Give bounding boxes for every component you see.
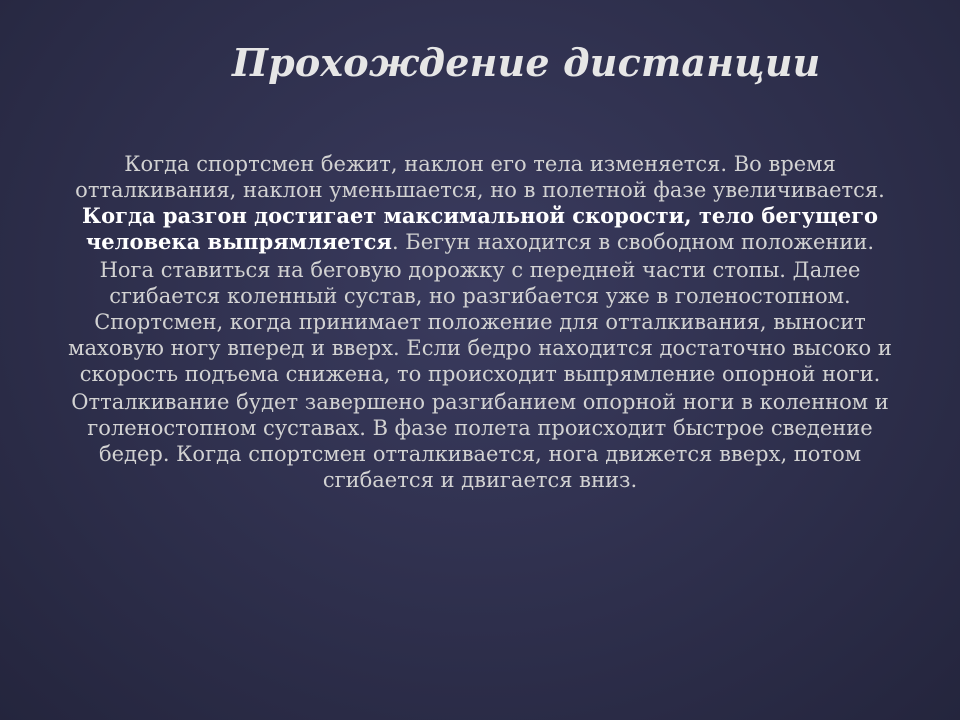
paragraph-1-text: Когда спортсмен бежит, наклон его тела изменяется. Во время отталкивания, наклон уменьшается, но в полетной фазе увеличивается. [75, 152, 885, 202]
paragraph-2: Нога ставиться на беговую дорожку с передней части стопы. Далее сгибается коленный сустав, но разгибается уже в голеностопном. Спортсмен, когда принимает положение для отталкивания, выносит маховую ногу вперед и вверх. Если бедро находится достаточно высоко и скорость подъема снижена, то происходит выпрямление опорной ноги. [68, 258, 892, 386]
paragraph-1-end: . Бегун находится в свободном положении. [391, 230, 875, 254]
slide-title: Прохождение дистанции [232, 40, 821, 85]
slide-body [60, 151, 900, 495]
paragraph-3: Отталкивание будет завершено разгибанием опорной ноги в коленном и голеностопном суставах. В фазе полета происходит быстрое сведение бедер. Когда спортсмен отталкивается, нога движется вверх, потом сгибается и двигается вниз. [71, 390, 889, 492]
paragraph-1-bold: Когда разгон достигает максимальной скорости, тело бегущего человека выпрямляется [81, 203, 878, 254]
paragraph-1 [60, 151, 900, 255]
